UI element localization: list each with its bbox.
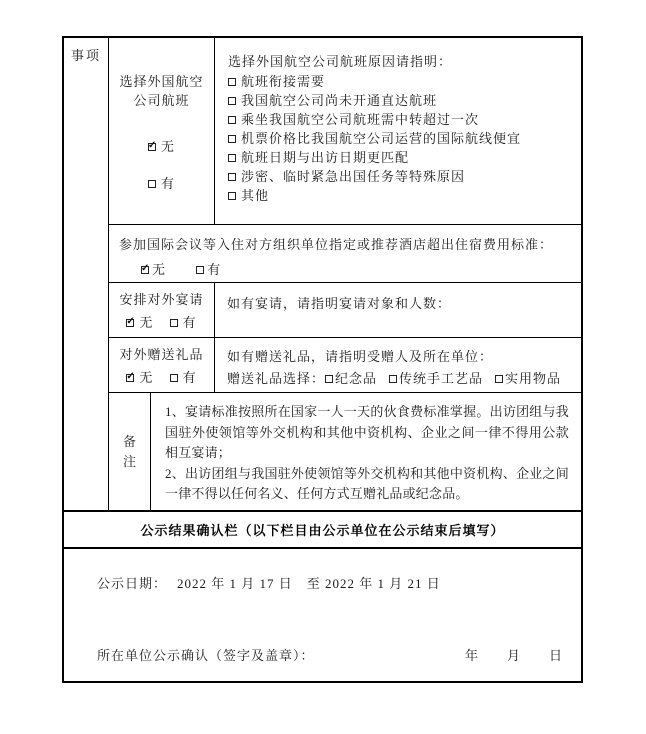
hotel-no-label: 无	[152, 262, 167, 277]
gifts-content-cell	[215, 338, 581, 392]
reason-checkbox-icon[interactable]	[228, 192, 236, 200]
gifts-label-cell	[109, 338, 215, 392]
banquet-label-cell	[109, 283, 215, 337]
reason-label: 我国航空公司尚未开通直达航班	[241, 93, 438, 108]
reason-checkbox-icon[interactable]	[228, 116, 236, 124]
banquet-no-checkbox-icon[interactable]	[126, 319, 134, 327]
banquet-yes-checkbox-icon[interactable]	[170, 319, 178, 327]
foreign-airline-label-cell	[109, 38, 215, 224]
foreign-airline-reasons-cell	[215, 38, 581, 224]
banquet-instruction: 如有宴请，请指明宴请对象和人数：	[227, 296, 452, 311]
reason-label: 其他	[241, 188, 270, 203]
items-section	[64, 38, 581, 510]
airline-yes-label: 有	[160, 176, 175, 191]
remarks-content-cell	[151, 393, 581, 510]
remarks-paragraph-2: 2、出访团组与我国驻外使领馆等外交机构和其他中资机构、企业之间一律不得以任何名义、任何方式互赠礼品或纪念品。	[165, 465, 569, 501]
confirmation-header: 公示结果确认栏（以下栏目由公示单位在公示结束后填写）	[140, 523, 505, 538]
hotel-no-option	[141, 262, 166, 277]
publicity-date-value: 2022 年 1 月 17 日 至 2022 年 1 月 21 日	[177, 576, 441, 591]
banquet-no-option	[126, 315, 153, 330]
gifts-no-checkbox-icon[interactable]	[126, 374, 134, 382]
gift-option-label: 传统手工艺品	[399, 371, 484, 386]
publicity-form-table	[62, 36, 583, 683]
reason-checkbox-icon[interactable]	[228, 173, 236, 181]
gift-option-checkbox-icon[interactable]	[325, 375, 333, 383]
banquet-content-cell	[215, 283, 581, 337]
airline-no-checkbox-icon[interactable]	[148, 143, 156, 151]
hotel-standard-options	[141, 259, 575, 278]
unit-confirmation-label: 所在单位公示确认（签字及盖章）：	[97, 648, 315, 663]
reason-label: 机票价格比我国航空公司运营的国际航线便宜	[241, 131, 522, 146]
gift-option-label: 实用物品	[505, 371, 562, 386]
row-foreign-airline	[109, 38, 581, 225]
item-column-header: 事项	[64, 38, 109, 510]
hotel-no-checkbox-icon[interactable]	[141, 266, 149, 274]
row-banquet	[109, 283, 581, 338]
hotel-yes-label: 有	[207, 262, 222, 277]
gifts-choice-line	[227, 368, 577, 390]
gift-option	[325, 371, 377, 386]
reasons-title: 选择外国航空公司航班原因请指明：	[228, 54, 453, 69]
remarks-label: 备注	[122, 433, 136, 469]
gifts-options-no-yes	[126, 367, 196, 386]
reason-option	[228, 113, 577, 127]
banquet-yes-option	[170, 315, 197, 330]
year-month-day-blanks: 年 月 日	[464, 648, 563, 663]
gifts-yes-option	[170, 370, 197, 385]
gift-option-label: 纪念品	[335, 371, 378, 386]
reason-option	[228, 151, 577, 165]
banquet-label: 安排对外宴请	[119, 292, 204, 307]
hotel-yes-checkbox-icon[interactable]	[196, 266, 204, 274]
reason-label: 航班日期与出访日期更匹配	[241, 150, 410, 165]
gifts-choice-label: 赠送礼品选择：	[227, 371, 326, 386]
gift-option-checkbox-icon[interactable]	[389, 375, 397, 383]
airline-no-option	[148, 136, 175, 155]
gift-option-checkbox-icon[interactable]	[495, 375, 503, 383]
gifts-yes-checkbox-icon[interactable]	[170, 374, 178, 382]
reason-label: 涉密、临时紧急出国任务等特殊原因	[241, 169, 466, 184]
confirmation-header-row	[64, 510, 581, 549]
confirmation-body-row	[64, 549, 581, 681]
publicity-date-label: 公示日期：	[97, 576, 168, 591]
gifts-no-label: 无	[139, 370, 154, 385]
gift-option	[495, 371, 561, 386]
gift-option	[389, 371, 483, 386]
airline-yes-option	[148, 173, 175, 192]
reason-label: 航班衔接需要	[241, 74, 326, 89]
reason-checkbox-icon[interactable]	[228, 135, 236, 143]
remarks-paragraph-1: 1、宴请标准按照所在国家一人一天的伙食费标准掌握。出访团组与我国驻外使领馆等外交机构和其他中资机构、企业之间一律不得用公款相互宴请；	[165, 404, 569, 460]
row-hotel-standard	[109, 225, 581, 283]
gifts-yes-label: 有	[182, 370, 197, 385]
reason-checkbox-icon[interactable]	[228, 78, 236, 86]
banquet-options	[126, 312, 196, 331]
reason-label: 乘坐我国航空公司航班需中转超过一次	[241, 112, 480, 127]
reason-option	[228, 132, 577, 146]
gifts-label: 对外赠送礼品	[119, 347, 204, 362]
reason-option	[228, 94, 577, 108]
hotel-yes-option	[196, 262, 221, 277]
banquet-yes-label: 有	[182, 315, 197, 330]
remarks-label-cell	[109, 393, 151, 510]
banquet-no-label: 无	[139, 315, 154, 330]
reason-checkbox-icon[interactable]	[228, 97, 236, 105]
unit-confirmation-line	[97, 645, 563, 664]
reason-option	[228, 170, 577, 184]
publicity-date-line	[97, 573, 441, 592]
reason-option	[228, 189, 577, 203]
row-gifts	[109, 338, 581, 393]
hotel-standard-title: 参加国际会议等入住对方组织单位指定或推荐酒店超出住宿费用标准：	[119, 237, 554, 252]
row-remarks	[109, 393, 581, 510]
reason-checkbox-icon[interactable]	[228, 154, 236, 162]
airline-no-label: 无	[160, 139, 175, 154]
foreign-airline-label: 选择外国航空公司航班	[119, 74, 204, 108]
gifts-no-option	[126, 370, 153, 385]
gifts-instruction: 如有赠送礼品，请指明受赠人及所在单位：	[227, 349, 494, 364]
reason-option	[228, 75, 577, 89]
airline-yes-checkbox-icon[interactable]	[148, 180, 156, 188]
